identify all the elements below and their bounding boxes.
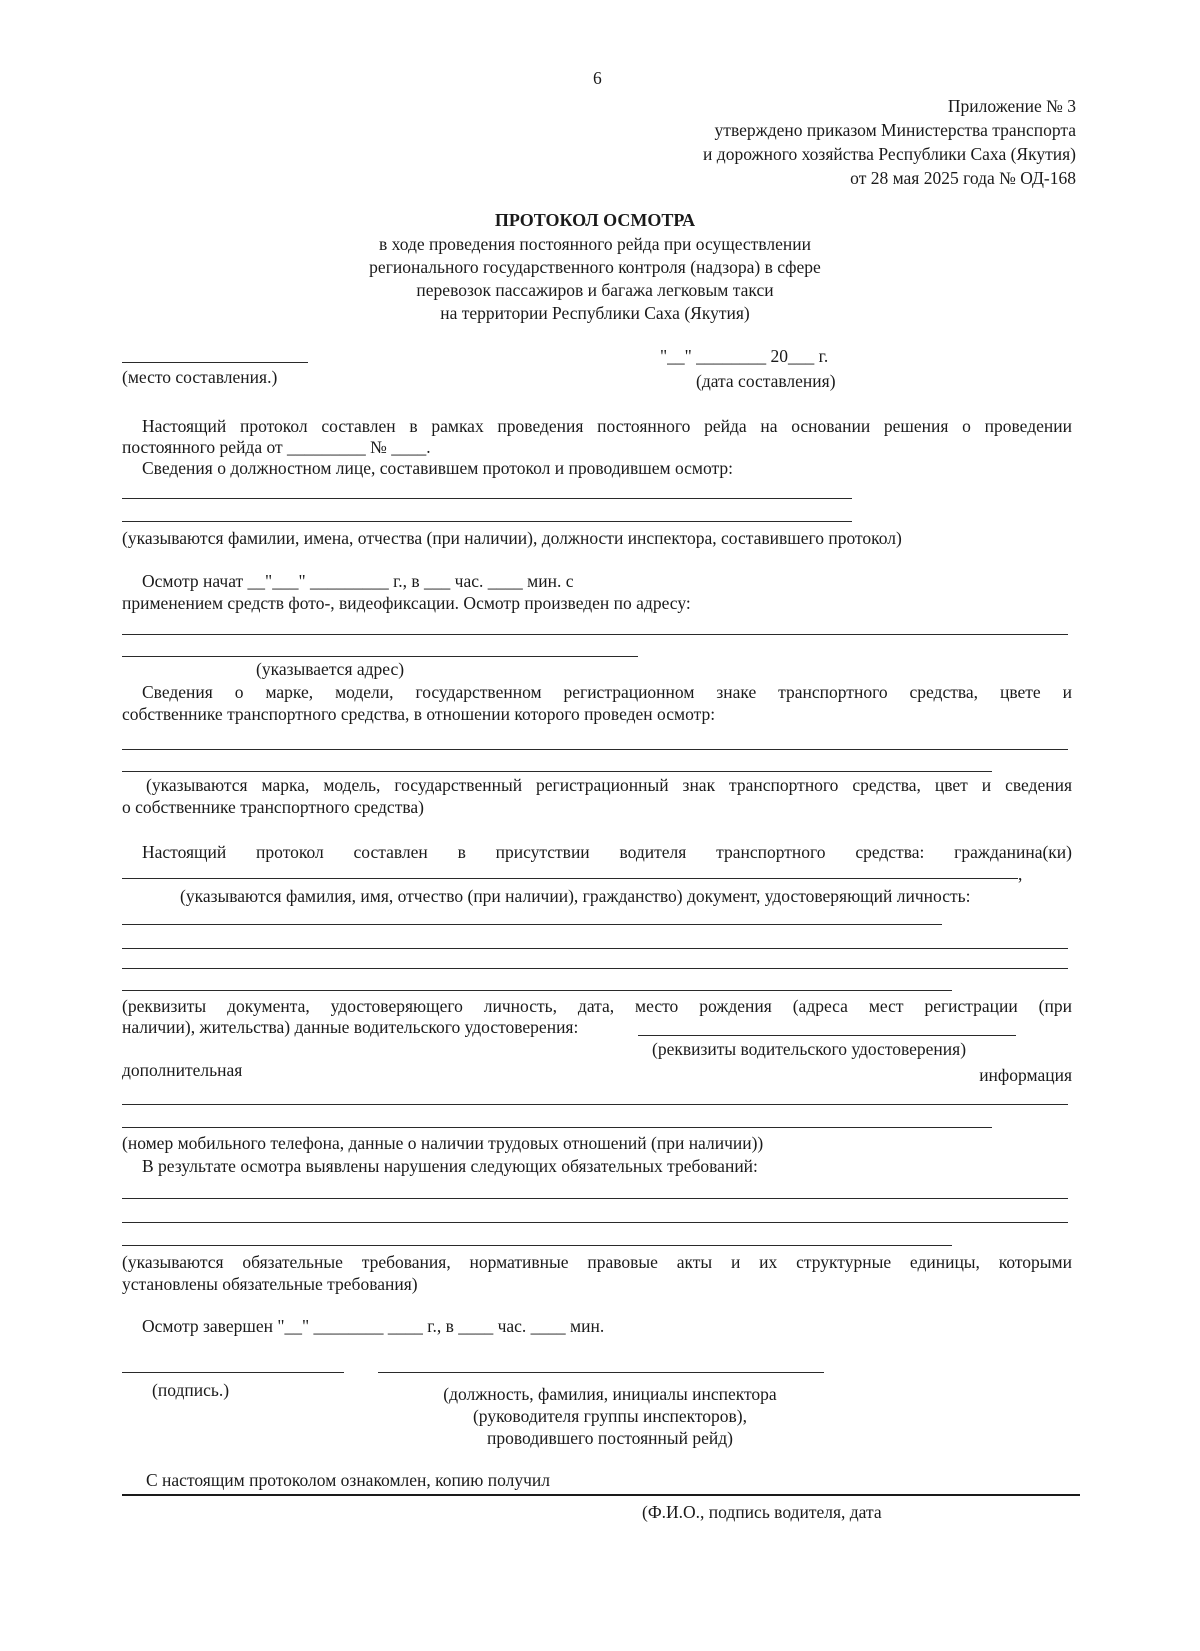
id-doc-line-4 xyxy=(122,990,952,991)
inspector-caption-2: (руководителя группы инспекторов), xyxy=(472,1406,748,1426)
extra-info-line-1 xyxy=(122,1104,1068,1105)
phone-caption: (номер мобильного телефона, данные о наличии трудовых отношений (при наличии)) xyxy=(122,1133,764,1153)
extra-info-left: дополнительная xyxy=(122,1060,243,1080)
extra-info-right: информация xyxy=(979,1065,1072,1085)
driver-comma: , xyxy=(1018,864,1023,884)
vehicle-line-2: собственнике транспортного средства, в отношении которого проведен осмотр: xyxy=(122,704,716,724)
vehicle-line-b xyxy=(122,771,992,772)
address-line-1 xyxy=(122,634,1068,635)
date-caption: (дата составления) xyxy=(696,371,836,391)
driver-line-1: Настоящий протокол составлен в присутствии водителя транспортного средства: гражданина(ки) xyxy=(142,842,1072,862)
officer-line-2 xyxy=(122,521,852,522)
place-caption: (место составления.) xyxy=(122,367,278,387)
document-title: ПРОТОКОЛ ОСМОТРА xyxy=(494,210,696,230)
id-doc-line-2 xyxy=(122,948,1068,949)
inspector-caption-1: (должность, фамилия, инициалы инспектора xyxy=(443,1384,777,1404)
id-doc-caption-2: наличии), жительства) данные водительского удостоверения: xyxy=(122,1017,579,1037)
inspection-start-line-1: Осмотр начат __"___" _________ г., в ___ час. ____ мин. с xyxy=(142,571,574,591)
subtitle-line-3: перевозок пассажиров и багажа легковым такси xyxy=(416,280,774,300)
vehicle-line-1: Сведения о марке, модели, государственном регистрационном знаке транспортного средства, цвете и xyxy=(142,682,1072,702)
id-doc-line-1 xyxy=(122,924,942,925)
subtitle-line-1: в ходе проведения постоянного рейда при осуществлении xyxy=(379,234,811,254)
inspector-caption-3: проводившего постоянный рейд) xyxy=(487,1428,733,1448)
signature-line xyxy=(122,1372,344,1373)
id-doc-line-3 xyxy=(122,968,1068,969)
driver-name-line xyxy=(122,878,1018,879)
header-line-2: утверждено приказом Министерства транспорта xyxy=(714,120,1076,140)
officer-line-1 xyxy=(122,498,852,499)
driver-caption: (указываются фамилия, имя, отчество (при наличии), гражданство) документ, удостоверяющий личность: xyxy=(180,886,971,906)
header-line-1: Приложение № 3 xyxy=(947,96,1076,116)
vehicle-line-a xyxy=(122,749,1068,750)
violations-line-1: В результате осмотра выявлены нарушения следующих обязательных требований: xyxy=(142,1156,758,1176)
header-line-3: и дорожного хозяйства Республики Саха (Якутия) xyxy=(703,144,1076,164)
acknowledgment-text: С настоящим протоколом ознакомлен, копию получил xyxy=(146,1470,550,1490)
officer-label: Сведения о должностном лице, составившем протокол и проводившем осмотр: xyxy=(142,458,733,478)
subtitle-line-2: регионального государственного контроля (надзора) в сфере xyxy=(369,257,821,277)
signature-caption: (подпись.) xyxy=(152,1380,230,1400)
violations-caption-2: установлены обязательные требования) xyxy=(122,1274,418,1294)
vehicle-caption-2: о собственнике транспортного средства) xyxy=(122,797,424,817)
place-line xyxy=(122,362,308,363)
id-doc-caption-1: (реквизиты документа, удостоверяющего личность, дата, место рождения (адреса мест регистрации (при xyxy=(122,996,1072,1016)
header-line-4: от 28 мая 2025 года № ОД-168 xyxy=(850,168,1076,188)
intro-line-1: Настоящий протокол составлен в рамках проведения постоянного рейда на основании решения о проведении xyxy=(142,416,1072,436)
intro-line-2: постоянного рейда от _________ № ____. xyxy=(122,437,431,457)
date-template: "__" ________ 20___ г. xyxy=(660,346,829,366)
officer-caption: (указываются фамилии, имена, отчества (при наличии), должности инспектора, составившего протокол) xyxy=(122,528,902,548)
license-caption: (реквизиты водительского удостоверения) xyxy=(652,1039,967,1059)
inspection-start-line-2: применением средств фото-, видеофиксации. Осмотр произведен по адресу: xyxy=(122,593,691,613)
violations-line-b xyxy=(122,1222,1068,1223)
extra-info-line-2 xyxy=(122,1127,992,1128)
acknowledgment-line xyxy=(122,1494,1080,1496)
license-line xyxy=(638,1035,1016,1036)
violations-line-a xyxy=(122,1198,1068,1199)
inspection-end: Осмотр завершен "__" ________ ____ г., в ____ час. ____ мин. xyxy=(142,1316,605,1336)
vehicle-caption-1: (указываются марка, модель, государственный регистрационный знак транспортного средства, цвет и сведения xyxy=(146,775,1072,795)
address-line-2 xyxy=(122,656,638,657)
violations-line-c xyxy=(122,1245,952,1246)
page-number: 6 xyxy=(593,68,602,88)
acknowledgment-caption: (Ф.И.О., подпись водителя, дата xyxy=(642,1502,882,1522)
subtitle-line-4: на территории Республики Саха (Якутия) xyxy=(440,303,750,323)
inspector-line xyxy=(378,1372,824,1373)
violations-caption-1: (указываются обязательные требования, нормативные правовые акты и их структурные единицы, которыми xyxy=(122,1252,1072,1272)
address-caption: (указывается адрес) xyxy=(256,659,405,679)
